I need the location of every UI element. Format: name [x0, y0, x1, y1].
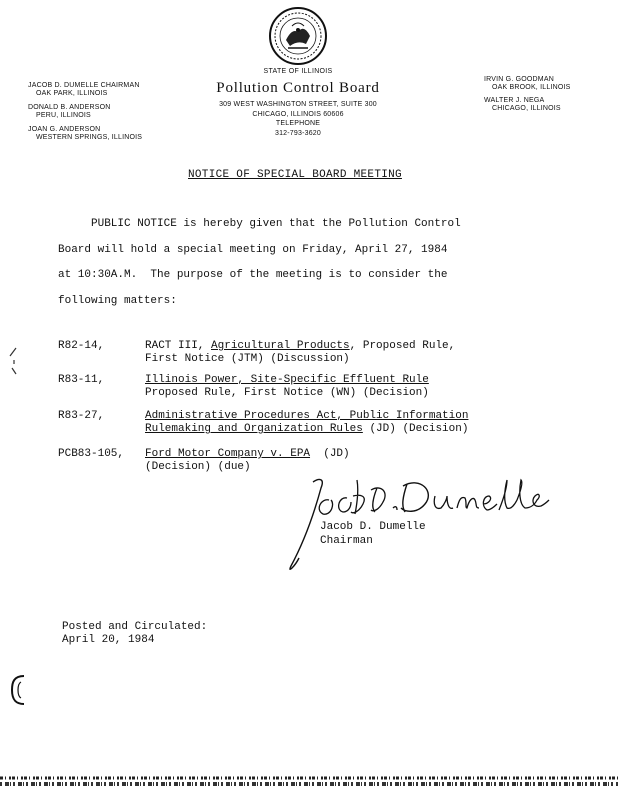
board-member [28, 104, 178, 120]
member-name: WALTER J. NEGA [484, 97, 545, 104]
posted-block [62, 621, 207, 647]
address-line-1: 309 WEST WASHINGTON STREET, SUITE 300 [219, 101, 377, 108]
matter-line [145, 340, 575, 353]
member-name: JACOB D. DUMELLE CHAIRMAN [28, 82, 140, 89]
signature-block [320, 520, 426, 548]
member-name: JOAN G. ANDERSON [28, 126, 101, 133]
paragraph-line: following matters: [58, 294, 177, 307]
member-location: OAK PARK, ILLINOIS [36, 90, 108, 97]
matter-text: RACT III, [145, 340, 212, 352]
docket-number: R83-27, [58, 410, 105, 422]
matter-line: First Notice (JTM) (Discussion) [145, 353, 350, 365]
state-label: STATE OF ILLINOIS [263, 68, 333, 75]
docket-number: R83-11, [58, 374, 105, 386]
member-location: CHICAGO, ILLINOIS [492, 105, 561, 112]
matter-text: , Proposed Rule, [349, 340, 456, 352]
posted-label: Posted and Circulated: [62, 621, 208, 633]
matter-description [145, 410, 575, 436]
matter-title-underlined: Administrative Procedures Act, Public Information [145, 410, 469, 422]
address-line-2: CHICAGO, ILLINOIS 60606 [252, 110, 344, 118]
signer-title: Chairman [320, 535, 373, 547]
telephone-number: 312-793-3620 [275, 129, 321, 137]
matter-title-underlined: Illinois Power, Site-Specific Effluent Rule [145, 374, 429, 386]
matter-title-underlined: Rulemaking and Organization Rules [145, 423, 363, 435]
matter-text: (JD) (Decision) [362, 423, 469, 435]
letterhead [178, 68, 418, 138]
posted-date: April 20, 1984 [62, 634, 155, 646]
paragraph-line: at 10:30A.M. The purpose of the meeting is to consider the [58, 269, 448, 281]
matter-title-underlined: Ford Motor Company v. EPA [145, 448, 311, 460]
board-member [28, 126, 178, 142]
matter-description [145, 340, 575, 366]
matter-text: (JD) [310, 448, 350, 460]
matter-line [145, 410, 575, 423]
signer-name: Jacob D. Dumelle [320, 521, 426, 533]
docket-number: PCB83-105, [58, 448, 125, 460]
board-member [28, 82, 178, 98]
docket-number: R82-14, [58, 340, 105, 352]
matter-line [145, 448, 575, 461]
matter-line [145, 374, 575, 387]
matter-line: Proposed Rule, First Notice (WN) (Decision) [145, 387, 429, 399]
board-name: Pollution Control Board [216, 80, 380, 96]
board-members-left [28, 82, 178, 148]
paragraph-line: PUBLIC NOTICE is hereby given that the Pollution Control [58, 218, 461, 230]
board-member [484, 97, 614, 113]
telephone-label: TELEPHONE [275, 120, 321, 127]
matter-title-underlined: Agricultural Products [211, 340, 350, 352]
member-location: WESTERN SPRINGS, ILLINOIS [36, 134, 143, 141]
member-name: DONALD B. ANDERSON [28, 104, 111, 111]
address-block [178, 100, 418, 138]
notice-title: NOTICE OF SPECIAL BOARD MEETING [188, 169, 402, 181]
paragraph-line: Board will hold a special meeting on Friday, April 27, 1984 [58, 243, 448, 256]
member-location: OAK BROOK, ILLINOIS [492, 84, 571, 91]
matter-line [145, 423, 575, 436]
board-members-right [484, 76, 614, 118]
member-name: IRVIN G. GOODMAN [484, 76, 554, 83]
matter-line: (Decision) (due) [145, 461, 251, 473]
state-seal-icon [268, 6, 328, 66]
matter-description [145, 374, 575, 400]
binding-clip-mark [8, 672, 28, 708]
board-member [484, 76, 614, 92]
public-notice-paragraph [58, 212, 528, 314]
member-location: PERU, ILLINOIS [36, 112, 91, 119]
margin-mark [6, 346, 20, 378]
scan-edge-noise [0, 770, 618, 794]
